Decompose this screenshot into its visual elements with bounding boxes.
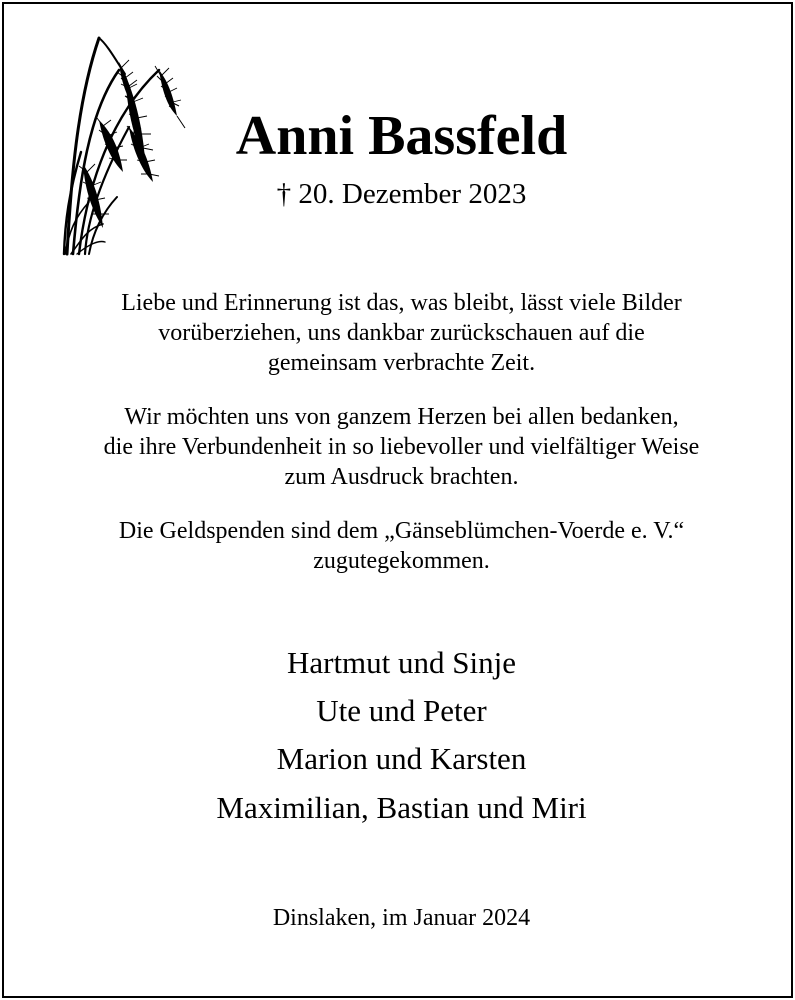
text-line: die ihre Verbundenheit in so liebevoller und vielfältiger Weise [103,434,700,460]
remembrance-paragraph [24,288,779,378]
text-line: zum Ausdruck brachten. [284,464,519,490]
place-and-date: Dinslaken, im Januar 2024 [272,905,531,931]
text-line: gemeinsam verbrachte Zeit. [267,350,536,376]
text-line: zugutegekommen. [313,548,490,574]
family-name-line: Marion und Karsten [276,741,527,776]
family-name-line: Ute und Peter [316,693,487,728]
family-name-line: Hartmut und Sinje [286,645,517,680]
death-date: † 20. Dezember 2023 [276,178,527,210]
thanks-paragraph [24,402,779,492]
obituary-notice [2,2,793,998]
donation-paragraph [24,516,779,576]
text-line: Die Geldspenden sind dem „Gänseblümchen-Voerde e. V.“ [118,518,685,544]
grass-ears-icon [59,32,199,257]
text-line: Wir möchten uns von ganzem Herzen bei allen bedanken, [124,404,679,430]
text-line: Liebe und Erinnerung ist das, was bleibt, lässt viele Bilder [121,290,682,316]
text-line: vorüberziehen, uns dankbar zurückschauen auf die [158,320,645,346]
deceased-name: Anni Bassfeld [235,105,568,167]
family-name-line: Maximilian, Bastian und Miri [216,790,587,825]
